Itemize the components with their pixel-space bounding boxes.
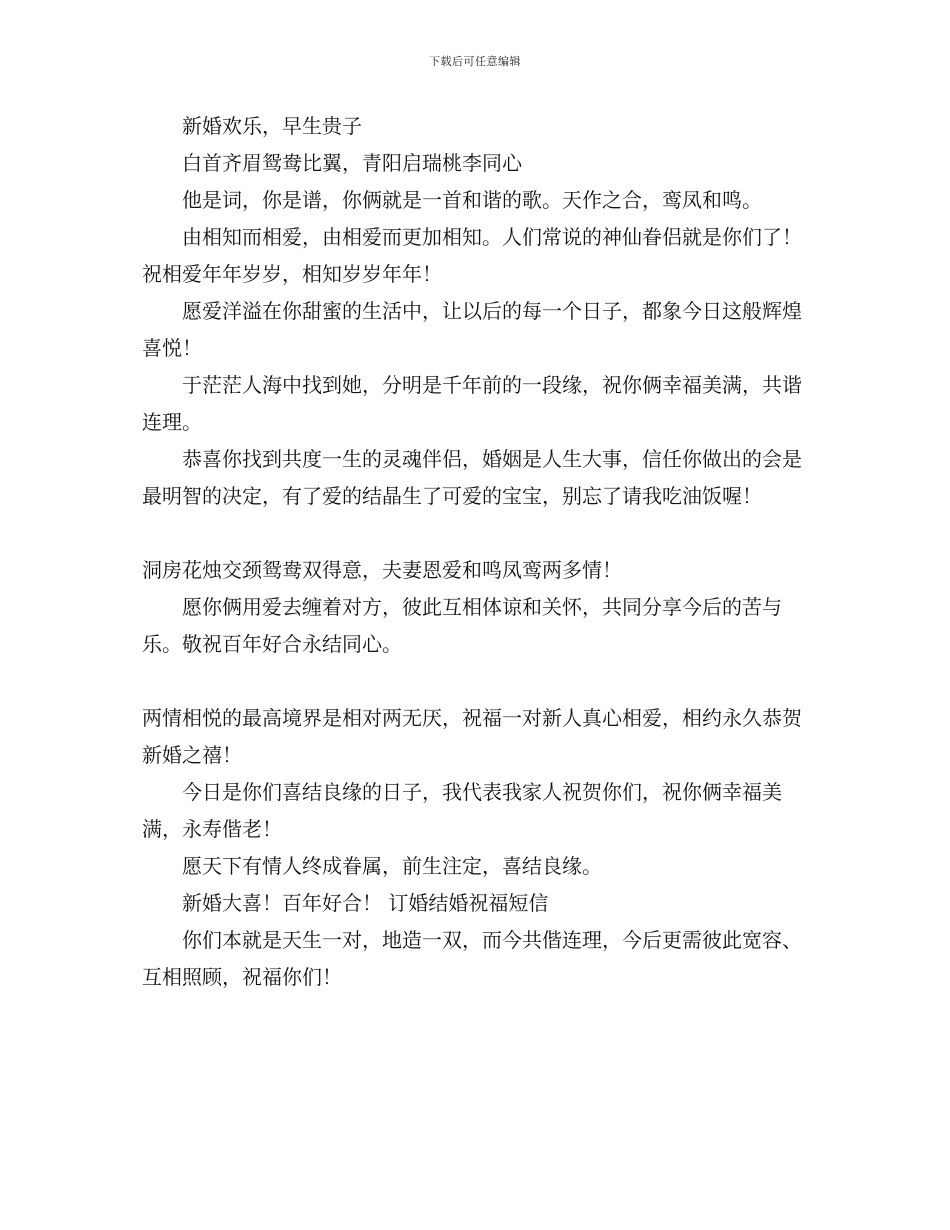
paragraph: 今日是你们喜结良缘的日子，我代表我家人祝贺你们，祝你俩幸福美满，永寿偕老！ bbox=[142, 780, 782, 841]
blank-line bbox=[142, 663, 810, 700]
paragraph: 新婚欢乐，早生贵子 bbox=[182, 114, 362, 138]
paragraph: 洞房花烛交颈鸳鸯双得意，夫妻恩爱和鸣凤鸾两多情！ bbox=[142, 558, 622, 582]
blank-line bbox=[142, 515, 810, 552]
paragraph: 愿爱洋溢在你甜蜜的生活中，让以后的每一个日子，都象今日这般辉煌喜悦！ bbox=[142, 299, 802, 360]
document-body bbox=[142, 108, 810, 996]
paragraph: 愿天下有情人终成眷属，前生注定，喜结良缘。 bbox=[182, 854, 602, 878]
paragraph: 由相知而相爱，由相爱而更加相知。人们常说的神仙眷侣就是你们了！祝相爱年年岁岁，相知岁岁年年！ bbox=[142, 225, 802, 286]
paragraph: 于茫茫人海中找到她，分明是千年前的一段缘，祝你俩幸福美满，共谐连理。 bbox=[142, 373, 802, 434]
paragraph: 他是词，你是谱，你俩就是一首和谐的歌。天作之合，鸾凤和鸣。 bbox=[182, 188, 762, 212]
paragraph: 新婚大喜！百年好合！ 订婚结婚祝福短信 bbox=[182, 891, 549, 915]
paragraph: 愿你俩用爱去缠着对方，彼此互相体谅和关怀，共同分享今后的苦与乐。敬祝百年好合永结同心。 bbox=[142, 595, 782, 656]
paragraph: 两情相悦的最高境界是相对两无厌，祝福一对新人真心相爱，相约永久恭贺新婚之禧！ bbox=[142, 706, 802, 767]
page-header: 下载后可任意编辑 bbox=[429, 55, 521, 68]
paragraph: 你们本就是天生一对，地造一双，而今共偕连理，今后更需彼此宽容、互相照顾，祝福你们！ bbox=[142, 928, 802, 989]
paragraph: 恭喜你找到共度一生的灵魂伴侣，婚姻是人生大事，信任你做出的会是最明智的决定，有了爱的结晶生了可爱的宝宝，别忘了请我吃油饭喔！ bbox=[142, 447, 802, 508]
paragraph: 白首齐眉鸳鸯比翼，青阳启瑞桃李同心 bbox=[182, 151, 522, 175]
